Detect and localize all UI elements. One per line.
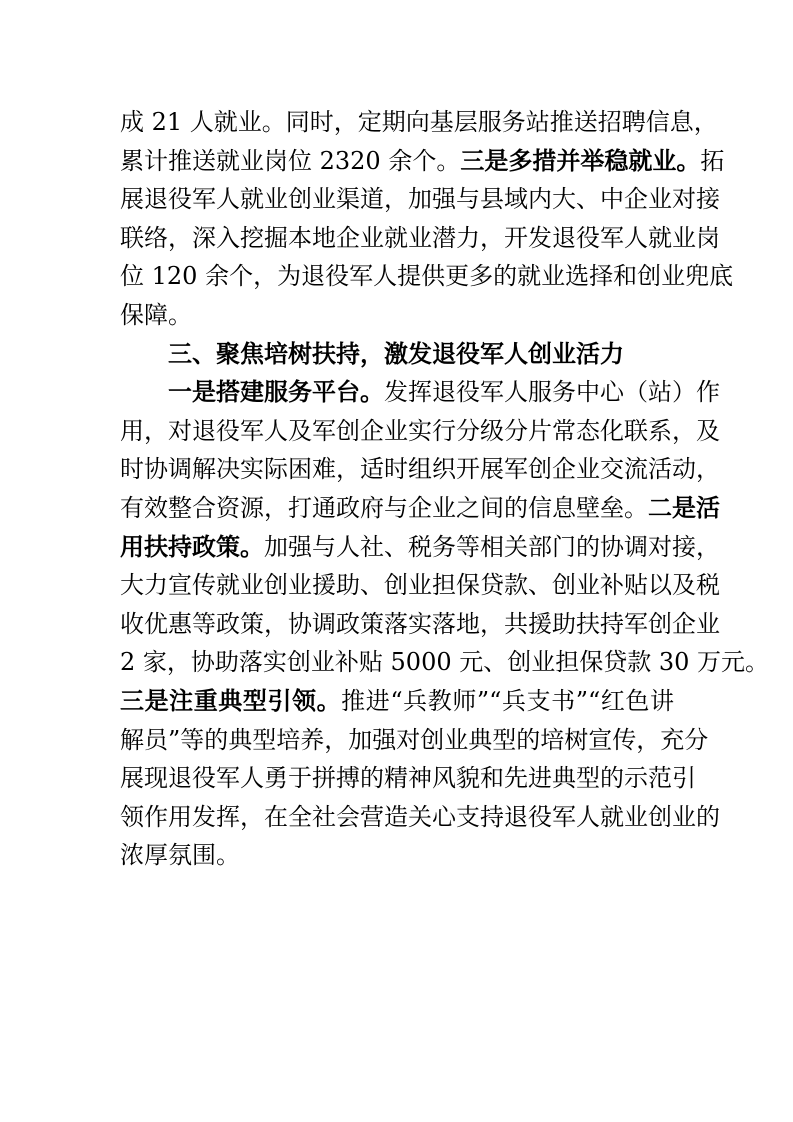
text-line	[120, 835, 674, 875]
text-line	[120, 527, 720, 567]
section-heading	[168, 334, 674, 374]
text-span: 成 21 人就业。同时，定期向基层服务站推送招聘信息，	[120, 108, 718, 136]
text-line	[120, 179, 720, 219]
text-span: 联络，深入挖掘本地企业就业潜力，开发退役军人就业岗	[120, 223, 720, 252]
bold-text: 用扶持政策。	[120, 532, 264, 561]
text-line	[120, 604, 720, 644]
text-line	[120, 758, 696, 798]
text-line	[168, 372, 720, 412]
text-line	[120, 449, 720, 489]
text-line	[120, 295, 674, 335]
text-span: 收优惠等政策，协调政策落实落地，共援助扶持军创企业	[120, 609, 720, 638]
bold-text: 三、聚焦培树扶持，激发退役军人创业活力	[168, 339, 624, 368]
text-line	[120, 642, 770, 682]
text-line	[120, 797, 720, 837]
text-span: 解员”等的典型培养，加强对创业典型的培树宣传，充分	[120, 725, 709, 754]
text-span: 时协调解决实际困难，适时组织开展军创企业交流活动，	[120, 455, 720, 484]
text-span: 有效整合资源，打通政府与企业之间的信息壁垒。	[120, 494, 648, 522]
text-span: 浓厚氛围。	[120, 841, 240, 870]
text-span: 位 120 余个，为退役军人提供更多的就业选择和创业兜底	[120, 262, 734, 291]
text-span: 大力宣传就业创业援助、创业担保贷款、创业补贴以及税	[120, 571, 720, 600]
text-span: 2 家，协助落实创业补贴 5000 元、创业担保贷款 30 万元。	[120, 648, 770, 677]
text-span: 展退役军人就业创业渠道，加强与县域内大、中企业对接	[120, 185, 720, 214]
bold-text: 二是活	[648, 494, 720, 522]
text-span: 保障。	[120, 301, 192, 329]
text-line	[120, 102, 718, 142]
text-span: 领作用发挥，在全社会营造关心支持退役军人就业创业的	[120, 802, 720, 831]
text-line	[120, 720, 709, 760]
text-span: 累计推送就业岗位 2320 余个。	[120, 146, 461, 175]
text-span: 加强与人社、税务等相关部门的协调对接，	[264, 532, 720, 561]
text-span: 发挥退役军人服务中心（站）作	[384, 378, 720, 407]
text-line	[120, 411, 720, 451]
bold-text: 三是多措并举稳就业。	[460, 146, 701, 175]
text-span: 推进“兵教师”“兵支书”“红色讲	[341, 687, 674, 715]
text-line	[120, 681, 674, 721]
text-line	[120, 488, 720, 528]
bold-text: 三是注重典型引领。	[120, 687, 342, 715]
text-span: 用，对退役军人及军创企业实行分级分片常态化联系，及	[120, 416, 720, 445]
text-line	[120, 256, 734, 296]
text-line	[120, 141, 725, 181]
bold-text: 一是搭建服务平台。	[168, 378, 384, 407]
text-span: 拓	[700, 146, 725, 175]
text-line	[120, 218, 720, 258]
text-line	[120, 565, 720, 605]
text-span: 展现退役军人勇于拼搏的精神风貌和先进典型的示范引	[120, 764, 696, 793]
